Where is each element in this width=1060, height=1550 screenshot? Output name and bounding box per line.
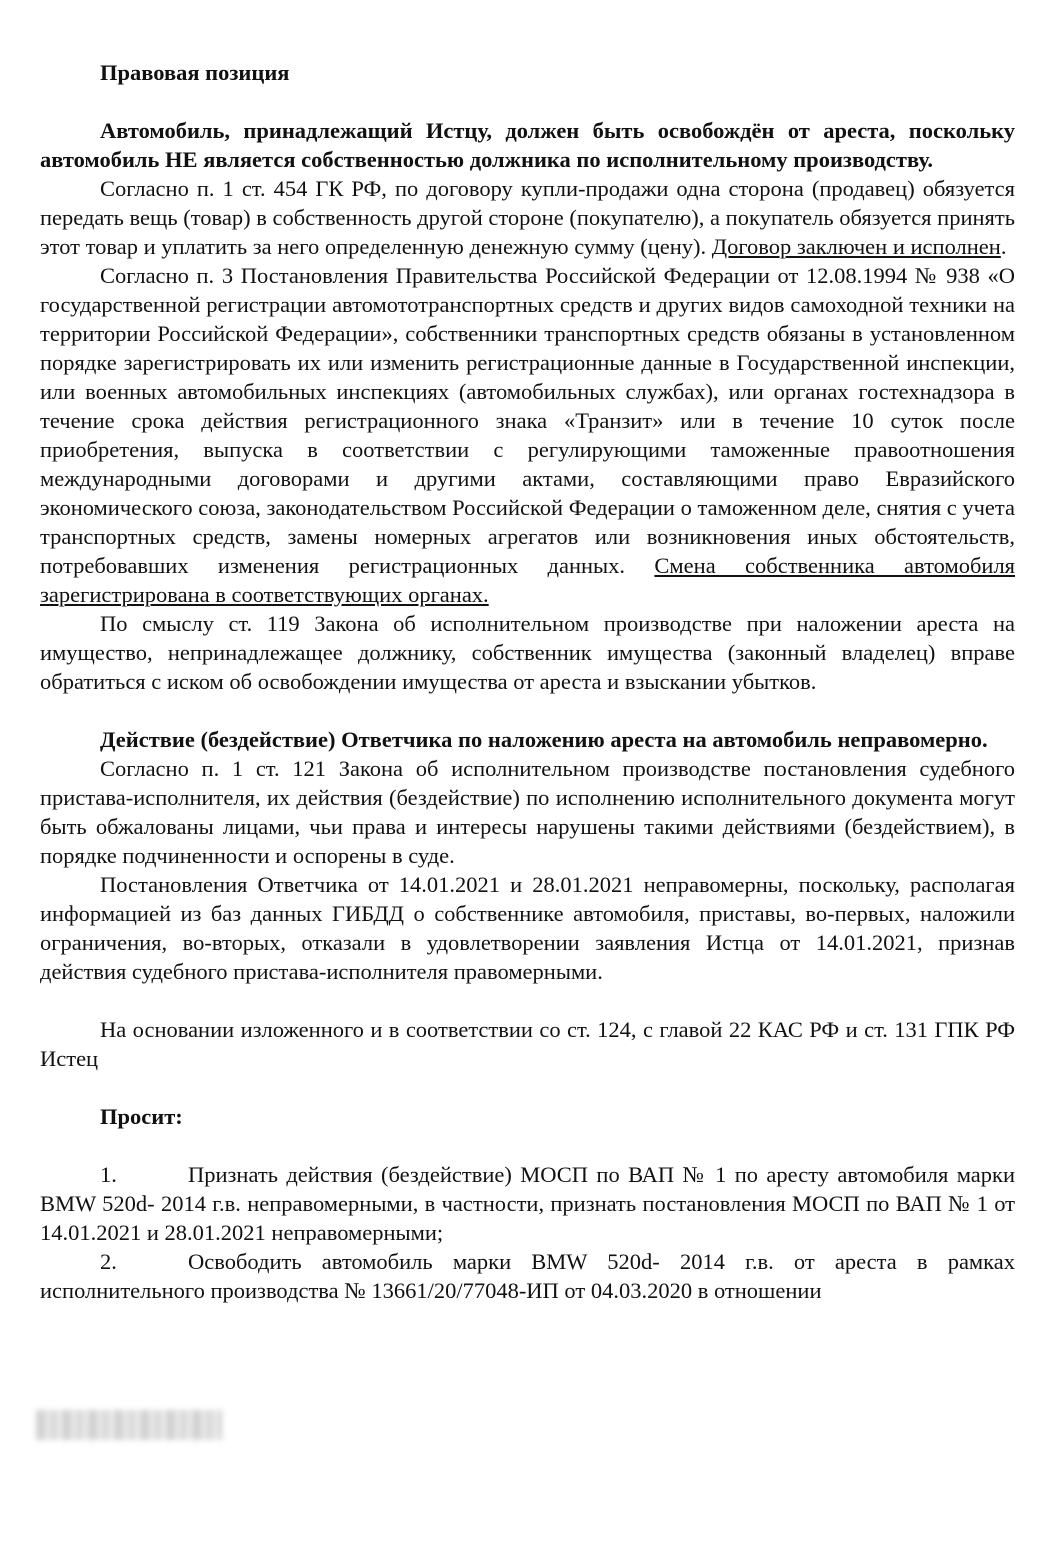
- section-heading: Правовая позиция: [100, 60, 290, 85]
- request-text: Признать действия (бездействие) МОСП по ВАП № 1 по аресту автомобиля марки BMW 520d- 2014 г.в. неправомерными, в частности, признать постановления МОСП по ВАП № 1 от 14.01.2021 и 28.01.2021 неправомерными;: [40, 1162, 1015, 1245]
- request-number: 1.: [100, 1162, 117, 1187]
- section1-paragraph-3: По смыслу ст. 119 Закона об исполнительном производстве при наложении ареста на имущество, непринадлежащее должнику, собственник имущества (законный владелец) вправе обратиться с иском об освобождении имущества от ареста и взыскании убытков.: [40, 611, 1015, 694]
- section1-paragraph-2: Согласно п. 3 Постановления Правительства Российской Федерации от 12.08.1994 № 938 «О государственной регистрации автомототранспортных средств и других видов самоходной техники на территории Российской Федерации», собственники транспортных средств обязаны в установленном порядке зарегистрировать их или изменить регистрационные данные в Государственной инспекции, или военных автомобильных инспекциях (автомобильных службах), или органах гостехнадзора в течение срока действия регистрационного знака «Транзит» или в течение 10 суток после приобретения, выпуска в соответствии с регулирующими таможенные правоотношения международными договорами и другими актами, составляющими право Евразийского экономического союза, законодательством Российской Федерации о таможенном деле, снятия с учета транспортных средств, замены номерных агрегатов или возникновения иных обстоятельств, потребовавших изменения регистрационных данных. Смена собственника автомобиля зарегистрирована в соответствующих органах.: [40, 263, 1016, 607]
- section1-title: Автомобиль, принадлежащий Истцу, должен быть освобождён от ареста, поскольку автомобиль НЕ является собственностью должника по исполнительному производству.: [40, 118, 1015, 172]
- document-body: [40, 58, 1015, 1305]
- section2-paragraph-2: Постановления Ответчика от 14.01.2021 и 28.01.2021 неправомерны, поскольку, располагая информацией из баз данных ГИБДД о собственнике автомобиля, приставы, во-первых, наложили ограничения, во-вторых, отказали в удовлетворении заявления Истца от 14.01.2021, признав действия судебного пристава-исполнителя правомерными.: [40, 872, 1015, 984]
- requests-title: Просит:: [100, 1104, 183, 1129]
- section1-paragraph-1: Согласно п. 1 ст. 454 ГК РФ, по договору купли-продажи одна сторона (продавец) обязуется передать вещь (товар) в собственность другой стороне (покупателю), а покупатель обязуется принять этот товар и уплатить за него определенную денежную сумму (цену). Договор заключен и исполнен.: [40, 176, 1015, 259]
- request-number: 2.: [100, 1249, 117, 1274]
- section2-title: Действие (бездействие) Ответчика по наложению ареста на автомобиль неправомерно.: [100, 727, 988, 752]
- underlined-statement-registration: Смена собственника автомобиля зарегистрирована в соответствующих органах.: [40, 553, 1016, 607]
- basis-paragraph: На основании изложенного и в соответствии со ст. 124, с главой 22 КАС РФ и ст. 131 ГПК РФ Истец: [40, 1017, 1015, 1071]
- request-text: Освободить автомобиль марки BMW 520d- 2014 г.в. от ареста в рамках исполнительного производства № 13661/20/77048-ИП от 04.03.2020 в отношении: [40, 1249, 1015, 1303]
- redacted-name-blur: [36, 1410, 222, 1440]
- request-item-2: [40, 1247, 1015, 1305]
- request-item-1: [40, 1160, 1015, 1247]
- section2-paragraph-1: Согласно п. 1 ст. 121 Закона об исполнительном производстве постановления судебного пристава-исполнителя, их действия (бездействие) по исполнению исполнительного документа могут быть обжалованы лицами, чьи права и интересы нарушены такими действиями (бездействием), в порядке подчиненности и оспорены в суде.: [40, 756, 1015, 868]
- underlined-statement-contract: Договор заключен и исполнен: [711, 234, 1001, 259]
